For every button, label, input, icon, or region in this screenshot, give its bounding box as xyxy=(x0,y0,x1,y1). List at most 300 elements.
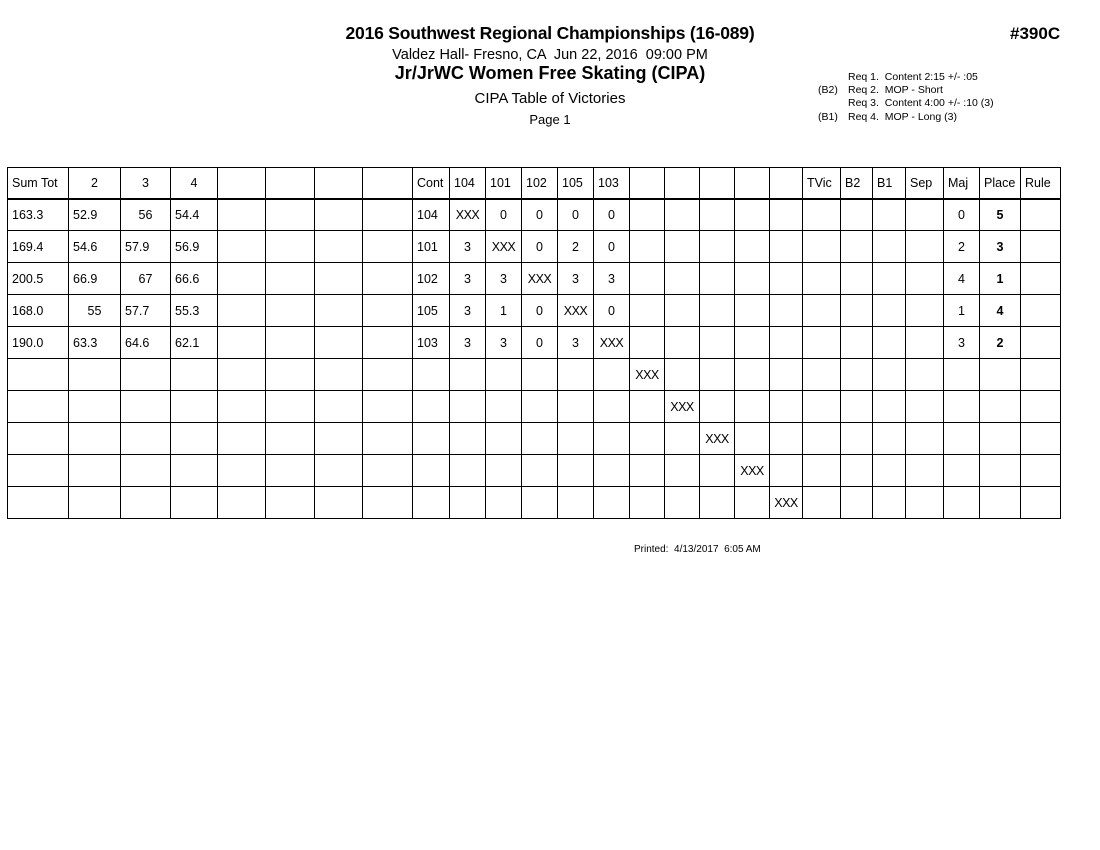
cell xyxy=(630,487,665,519)
cell xyxy=(171,391,218,423)
cell: 168.0 xyxy=(8,295,69,327)
column-header-rule: Rule xyxy=(1021,168,1061,199)
cell xyxy=(841,359,873,391)
cell xyxy=(413,487,450,519)
cell xyxy=(1021,295,1061,327)
cell xyxy=(413,391,450,423)
cell xyxy=(735,263,770,295)
cell xyxy=(803,327,841,359)
cell xyxy=(906,391,944,423)
cell xyxy=(665,263,700,295)
cell: 103 xyxy=(413,327,450,359)
cell xyxy=(558,455,594,487)
cell xyxy=(735,423,770,455)
cell: 0 xyxy=(594,295,630,327)
cell: 67 xyxy=(121,263,171,295)
cell xyxy=(873,263,906,295)
cell xyxy=(735,327,770,359)
cell xyxy=(69,455,121,487)
cell xyxy=(735,391,770,423)
cell xyxy=(1021,487,1061,519)
cell xyxy=(486,391,522,423)
cell xyxy=(363,327,413,359)
table-row-3 xyxy=(8,263,1061,295)
cell xyxy=(1021,455,1061,487)
requirement-line-3 xyxy=(818,97,994,110)
requirement-prefix: (B1) xyxy=(818,110,838,123)
cell xyxy=(218,199,266,231)
cell: 4 xyxy=(980,295,1021,327)
column-header-105: 105 xyxy=(558,168,594,199)
printed-timestamp: Printed: 4/13/2017 6:05 AM xyxy=(634,544,761,555)
cell xyxy=(980,423,1021,455)
cell: XXX xyxy=(770,487,803,519)
cell xyxy=(1021,263,1061,295)
cell: XXX xyxy=(522,263,558,295)
cell xyxy=(522,455,558,487)
cell xyxy=(980,359,1021,391)
cell: 52.9 xyxy=(69,199,121,231)
cell xyxy=(121,391,171,423)
cell xyxy=(363,199,413,231)
cell xyxy=(266,359,315,391)
cell xyxy=(803,295,841,327)
cell: XXX xyxy=(630,359,665,391)
cell xyxy=(665,487,700,519)
cell: 3 xyxy=(944,327,980,359)
column-header-blank-6 xyxy=(315,168,363,199)
cell xyxy=(906,199,944,231)
cell xyxy=(665,359,700,391)
cell: 0 xyxy=(522,231,558,263)
cell xyxy=(315,327,363,359)
cell xyxy=(841,327,873,359)
table-row-10 xyxy=(8,487,1061,519)
cell xyxy=(1021,327,1061,359)
cell: 1 xyxy=(486,295,522,327)
cell xyxy=(522,487,558,519)
cell xyxy=(873,327,906,359)
cell xyxy=(803,359,841,391)
cell xyxy=(413,359,450,391)
cell xyxy=(944,455,980,487)
cell xyxy=(266,487,315,519)
cell xyxy=(944,487,980,519)
cell xyxy=(770,391,803,423)
cell: 0 xyxy=(594,199,630,231)
cell xyxy=(171,455,218,487)
cell xyxy=(841,263,873,295)
column-header-104: 104 xyxy=(450,168,486,199)
cell xyxy=(171,487,218,519)
column-header-blank-14 xyxy=(630,168,665,199)
cell: 66.6 xyxy=(171,263,218,295)
cell xyxy=(665,423,700,455)
cell: 1 xyxy=(980,263,1021,295)
requirement-line-1 xyxy=(818,71,994,84)
cell xyxy=(841,455,873,487)
cell xyxy=(363,487,413,519)
cell xyxy=(1021,199,1061,231)
requirement-line-2 xyxy=(818,84,994,97)
cell xyxy=(700,455,735,487)
cell xyxy=(363,455,413,487)
cell xyxy=(665,199,700,231)
cell xyxy=(980,455,1021,487)
column-header-maj: Maj xyxy=(944,168,980,199)
cell xyxy=(770,327,803,359)
cell xyxy=(841,231,873,263)
cell xyxy=(944,391,980,423)
cell xyxy=(803,455,841,487)
cell xyxy=(266,455,315,487)
cell xyxy=(266,231,315,263)
cell xyxy=(363,391,413,423)
cell xyxy=(770,295,803,327)
cell xyxy=(630,423,665,455)
cell: 56.9 xyxy=(171,231,218,263)
cell xyxy=(558,423,594,455)
cell xyxy=(665,231,700,263)
cell xyxy=(841,391,873,423)
cell xyxy=(450,487,486,519)
cell: 0 xyxy=(594,231,630,263)
cell xyxy=(841,487,873,519)
cell xyxy=(700,391,735,423)
cell xyxy=(1021,359,1061,391)
cell xyxy=(770,263,803,295)
competition-title: 2016 Southwest Regional Championships (16-089) xyxy=(345,23,755,43)
cell xyxy=(700,487,735,519)
column-header-blank-7 xyxy=(363,168,413,199)
cell xyxy=(266,423,315,455)
column-header-place: Place xyxy=(980,168,1021,199)
column-header-101: 101 xyxy=(486,168,522,199)
cell: XXX xyxy=(700,423,735,455)
cell xyxy=(841,295,873,327)
cell xyxy=(594,359,630,391)
column-header-sum-tot: Sum Tot xyxy=(8,168,69,199)
column-header-blank-4 xyxy=(218,168,266,199)
cell xyxy=(69,487,121,519)
requirement-text: Req 2. MOP - Short xyxy=(848,84,943,97)
cell xyxy=(841,423,873,455)
cell: 55 xyxy=(69,295,121,327)
cell: 57.9 xyxy=(121,231,171,263)
cell xyxy=(121,455,171,487)
cell: 4 xyxy=(944,263,980,295)
cell xyxy=(665,455,700,487)
cell: 3 xyxy=(558,263,594,295)
cell xyxy=(735,487,770,519)
column-header-4: 4 xyxy=(171,168,218,199)
cell xyxy=(1021,423,1061,455)
cell xyxy=(363,359,413,391)
cell xyxy=(906,423,944,455)
cell xyxy=(980,391,1021,423)
cell xyxy=(266,263,315,295)
cell xyxy=(413,423,450,455)
cell xyxy=(8,455,69,487)
cell xyxy=(735,359,770,391)
cell: XXX xyxy=(450,199,486,231)
column-header-blank-18 xyxy=(770,168,803,199)
requirement-line-4 xyxy=(818,111,994,124)
cell xyxy=(315,199,363,231)
cell xyxy=(873,391,906,423)
cell: 2 xyxy=(980,327,1021,359)
cell xyxy=(630,295,665,327)
cell: 3 xyxy=(486,327,522,359)
cell: 66.9 xyxy=(69,263,121,295)
cell xyxy=(770,199,803,231)
cell xyxy=(873,359,906,391)
cell xyxy=(121,487,171,519)
table-row-4 xyxy=(8,295,1061,327)
cell xyxy=(363,231,413,263)
column-header-103: 103 xyxy=(594,168,630,199)
cell xyxy=(980,487,1021,519)
cell xyxy=(594,487,630,519)
cell: 54.6 xyxy=(69,231,121,263)
cell xyxy=(266,391,315,423)
cell xyxy=(171,359,218,391)
cell xyxy=(803,263,841,295)
cell: 3 xyxy=(486,263,522,295)
cell xyxy=(665,327,700,359)
cell: 1 xyxy=(944,295,980,327)
column-header-cont: Cont xyxy=(413,168,450,199)
cell xyxy=(630,327,665,359)
cell xyxy=(558,487,594,519)
cell xyxy=(363,295,413,327)
cell xyxy=(594,423,630,455)
cell xyxy=(218,359,266,391)
requirement-prefix xyxy=(818,97,848,110)
requirement-text: Req 1. Content 2:15 +/- :05 xyxy=(848,71,978,83)
cell: 57.7 xyxy=(121,295,171,327)
cell: 3 xyxy=(450,327,486,359)
cell xyxy=(315,231,363,263)
cell xyxy=(450,391,486,423)
cell: 105 xyxy=(413,295,450,327)
cell xyxy=(558,391,594,423)
cell: 3 xyxy=(594,263,630,295)
cell xyxy=(8,391,69,423)
column-header-blank-15 xyxy=(665,168,700,199)
table-row-6 xyxy=(8,359,1061,391)
cell: 54.4 xyxy=(171,199,218,231)
table-row-1 xyxy=(8,199,1061,231)
table-row-5 xyxy=(8,327,1061,359)
cell xyxy=(700,359,735,391)
cell xyxy=(770,359,803,391)
cell xyxy=(944,423,980,455)
cell xyxy=(315,391,363,423)
cell xyxy=(594,455,630,487)
cell: 0 xyxy=(558,199,594,231)
cell: 5 xyxy=(980,199,1021,231)
cell xyxy=(803,199,841,231)
cell: 102 xyxy=(413,263,450,295)
cell xyxy=(171,423,218,455)
cell: 0 xyxy=(486,199,522,231)
cell: 0 xyxy=(522,295,558,327)
cell xyxy=(803,423,841,455)
cell: 104 xyxy=(413,199,450,231)
column-header-blank-5 xyxy=(266,168,315,199)
cell: 163.3 xyxy=(8,199,69,231)
cell: 0 xyxy=(522,199,558,231)
cell xyxy=(218,423,266,455)
requirements-block xyxy=(818,71,994,124)
cell xyxy=(770,231,803,263)
page-number: Page 1 xyxy=(529,112,571,127)
cell: 0 xyxy=(944,199,980,231)
cell xyxy=(558,359,594,391)
cell: XXX xyxy=(558,295,594,327)
cell xyxy=(315,455,363,487)
cell xyxy=(69,359,121,391)
cell xyxy=(700,263,735,295)
cell xyxy=(906,231,944,263)
cell: 2 xyxy=(944,231,980,263)
cell xyxy=(906,263,944,295)
cell xyxy=(735,199,770,231)
cell xyxy=(841,199,873,231)
cell: 3 xyxy=(980,231,1021,263)
cell xyxy=(630,455,665,487)
cell: XXX xyxy=(486,231,522,263)
cell xyxy=(218,231,266,263)
cell xyxy=(69,423,121,455)
cell xyxy=(873,199,906,231)
cell xyxy=(700,231,735,263)
cell: 101 xyxy=(413,231,450,263)
cell xyxy=(522,391,558,423)
cell xyxy=(522,423,558,455)
cell xyxy=(803,231,841,263)
cell xyxy=(700,199,735,231)
cell xyxy=(8,359,69,391)
cell: 64.6 xyxy=(121,327,171,359)
cell: XXX xyxy=(735,455,770,487)
cell xyxy=(700,327,735,359)
cell xyxy=(906,295,944,327)
column-header-2: 2 xyxy=(69,168,121,199)
table-of-victories xyxy=(7,167,1061,519)
cell: 0 xyxy=(522,327,558,359)
column-header-102: 102 xyxy=(522,168,558,199)
cell xyxy=(218,455,266,487)
cell xyxy=(944,359,980,391)
cell xyxy=(665,295,700,327)
cell xyxy=(315,295,363,327)
column-header-sep: Sep xyxy=(906,168,944,199)
cell: XXX xyxy=(665,391,700,423)
column-header-blank-16 xyxy=(700,168,735,199)
column-header-3: 3 xyxy=(121,168,171,199)
cell xyxy=(770,455,803,487)
cell xyxy=(1021,391,1061,423)
cell xyxy=(486,423,522,455)
cell xyxy=(218,327,266,359)
requirement-text: Req 4. MOP - Long (3) xyxy=(848,110,957,123)
table-header-row xyxy=(8,168,1061,199)
cell xyxy=(735,231,770,263)
cell xyxy=(594,391,630,423)
cell xyxy=(69,391,121,423)
cell xyxy=(735,295,770,327)
cell xyxy=(803,487,841,519)
cell xyxy=(486,359,522,391)
cell xyxy=(363,263,413,295)
requirement-prefix xyxy=(818,71,848,84)
table-row-8 xyxy=(8,423,1061,455)
cell xyxy=(873,231,906,263)
cell xyxy=(700,295,735,327)
cell xyxy=(8,423,69,455)
cell xyxy=(630,263,665,295)
cell xyxy=(315,487,363,519)
event-title: Jr/JrWC Women Free Skating (CIPA) xyxy=(394,63,706,83)
cell: 63.3 xyxy=(69,327,121,359)
column-header-tvic: TVic xyxy=(803,168,841,199)
cell: 3 xyxy=(450,231,486,263)
cell xyxy=(218,263,266,295)
cell xyxy=(363,423,413,455)
cell: 3 xyxy=(450,295,486,327)
cell xyxy=(522,359,558,391)
cell xyxy=(315,359,363,391)
cell xyxy=(486,487,522,519)
cell xyxy=(315,423,363,455)
report-title: CIPA Table of Victories xyxy=(474,90,626,107)
cell: 3 xyxy=(558,327,594,359)
cell xyxy=(450,423,486,455)
column-header-b1: B1 xyxy=(873,168,906,199)
cell: 3 xyxy=(450,263,486,295)
cell xyxy=(1021,231,1061,263)
cell xyxy=(873,455,906,487)
column-header-blank-17 xyxy=(735,168,770,199)
cell xyxy=(266,327,315,359)
table-row-9 xyxy=(8,455,1061,487)
cell xyxy=(486,455,522,487)
cell xyxy=(906,487,944,519)
cell: 190.0 xyxy=(8,327,69,359)
table-row-2 xyxy=(8,231,1061,263)
table-row-7 xyxy=(8,391,1061,423)
cell xyxy=(413,455,450,487)
cell: 200.5 xyxy=(8,263,69,295)
cell: XXX xyxy=(594,327,630,359)
cell: 2 xyxy=(558,231,594,263)
event-number: #390C xyxy=(1010,24,1061,43)
cell xyxy=(266,199,315,231)
cell xyxy=(450,455,486,487)
cell xyxy=(906,359,944,391)
cell xyxy=(630,391,665,423)
requirement-prefix: (B2) xyxy=(818,84,838,97)
cell xyxy=(121,359,171,391)
cell xyxy=(218,295,266,327)
cell xyxy=(873,487,906,519)
cell xyxy=(8,487,69,519)
cell: 56 xyxy=(121,199,171,231)
column-header-b2: B2 xyxy=(841,168,873,199)
cell xyxy=(450,359,486,391)
